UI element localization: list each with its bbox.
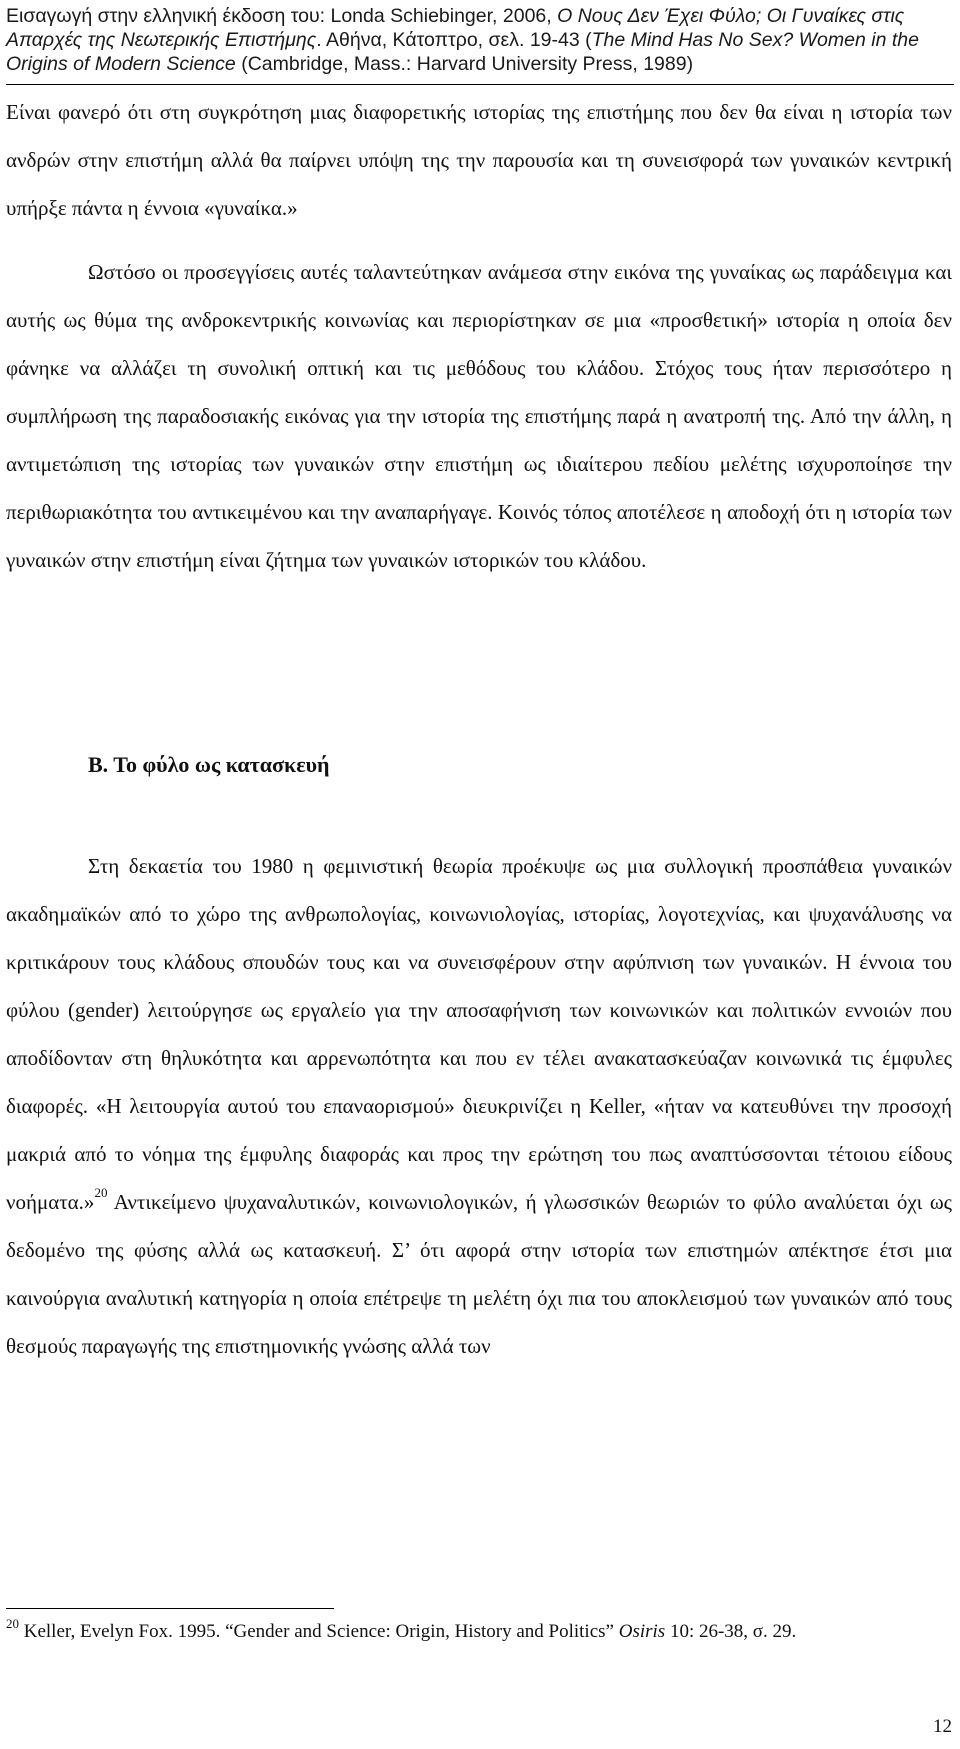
footnote-number: 20 bbox=[6, 1616, 19, 1631]
footnote-text-after: 10: 26-38, σ. 29. bbox=[665, 1621, 797, 1642]
header-title-greek: Ο Νους Δεν Έχει Φύλο; Οι Γυναίκες στις Απαρχές της Νεωτερικής Επιστήμης bbox=[6, 5, 905, 51]
footnote-text-before: Keller, Evelyn Fox. 1995. “Gender and Science: Origin, History and Politics” bbox=[19, 1621, 619, 1642]
paragraph-3-text-after: Αντικείμενο ψυχαναλυτικών, κοινωνιολογικών, ή γλωσσικών θεωριών το φύλο αναλύεται όχι ως δεδομένο της φύσης αλλά ως κατασκευή. Σ’ ότι αφορά στην ιστορία των επιστημών απέκτησε έτσι μια καινούργια αναλυτική κατηγορία η οποία επέτρεψε τη μελέτη όχι πια του αποκλεισμού των γυναικών από τους θεσμούς παραγωγής της επιστημονικής γνώσης αλλά των bbox=[6, 1190, 952, 1358]
footnote-reference[interactable]: 20 bbox=[94, 1185, 108, 1200]
header-text-2: . Αθήνα, Κάτοπτρο, σελ. 19-43 ( bbox=[316, 29, 592, 51]
paragraph-1: Είναι φανερό ότι στη συγκρότηση μιας διαφορετικής ιστορίας της επιστήμης που δεν θα είναι η ιστορία των ανδρών στην επιστήμη αλλά θα παίρνει υπόψη της την παρουσία και τη συνεισφορά των γυναικών κεντρική υπήρξε πάντα η έννοια «γυναίκα.» bbox=[6, 100, 952, 220]
header-text-3: (Cambridge, Mass.: Harvard University Press, 1989) bbox=[235, 53, 694, 75]
paragraph-2: Ωστόσο οι προσεγγίσεις αυτές ταλαντεύτηκαν ανάμεσα στην εικόνα της γυναίκας ως παράδειγμα και αυτής ως θύμα της ανδροκεντρικής κοινωνίας και περιορίστηκαν σε μια «προσθετική» ιστορία η οποία δεν φάνηκε να αλλάζει τη συνολική οπτική και τις μεθόδους του κλάδου. Στόχος τους ήταν περισσότερο η συμπλήρωση της παραδοσιακής εικόνας για την ιστορία της επιστήμης παρά η ανατροπή της. Από την άλλη, η αντιμετώπιση της ιστορίας των γυναικών στην επιστήμη ως ιδιαίτερου πεδίου μελέτης ισχυροποίησε την περιθωριακότητα του αντικειμένου και την αναπαρήγαγε. Κοινός τόπος αποτέλεσε η αποδοχή ότι η ιστορία των γυναικών στην επιστήμη είναι ζήτημα των γυναικών ιστορικών του κλάδου. bbox=[6, 260, 952, 572]
header-title-english: The Mind Has No Sex? Women in the Origins of Modern Science bbox=[6, 29, 919, 75]
page-number: 12 bbox=[933, 1716, 952, 1737]
paragraph-3-text-before: Στη δεκαετία του 1980 η φεμινιστική θεωρία προέκυψε ως μια συλλογική προσπάθεια γυναικών ακαδημαϊκών από το χώρο της ανθρωπολογίας, κοινωνιολογίας, ιστορίας, λογοτεχνίας, και ψυχανάλυσης να κριτικάρουν τους κλάδους σπουδών τους και να συνεισφέρουν στην αφύπνιση των γυναικών. Η έννοια του φύλου (gender) λειτούργησε ως εργαλείο για την αποσαφήνιση των κοινωνικών και πολιτικών εννοιών που αποδίδονταν στη θηλυκότητα και αρρενωπότητα και που εν τέλει ανακατασκεύαζαν κοινωνικά τις έμφυλες διαφορές. «Η λειτουργία αυτού του επαναορισμού» διευκρινίζει η Keller, «ήταν να κατευθύνει την προσοχή μακριά από το νόημα της έμφυλης διαφοράς και προς την ερώτηση του πως αναπτύσσονται τέτοιου είδους νοήματα.» bbox=[6, 854, 952, 1214]
footnote-divider bbox=[6, 1608, 334, 1609]
header-divider bbox=[6, 84, 954, 85]
footnote bbox=[6, 1618, 952, 1646]
section-heading: Β. Το φύλο ως κατασκευή bbox=[88, 752, 330, 777]
page-header bbox=[6, 4, 956, 76]
paragraph-3 bbox=[6, 842, 952, 1370]
header-text-1: Εισαγωγή στην ελληνική έκδοση του: Londa Schiebinger, 2006, bbox=[6, 5, 558, 27]
footnote-journal: Osiris bbox=[618, 1621, 666, 1642]
